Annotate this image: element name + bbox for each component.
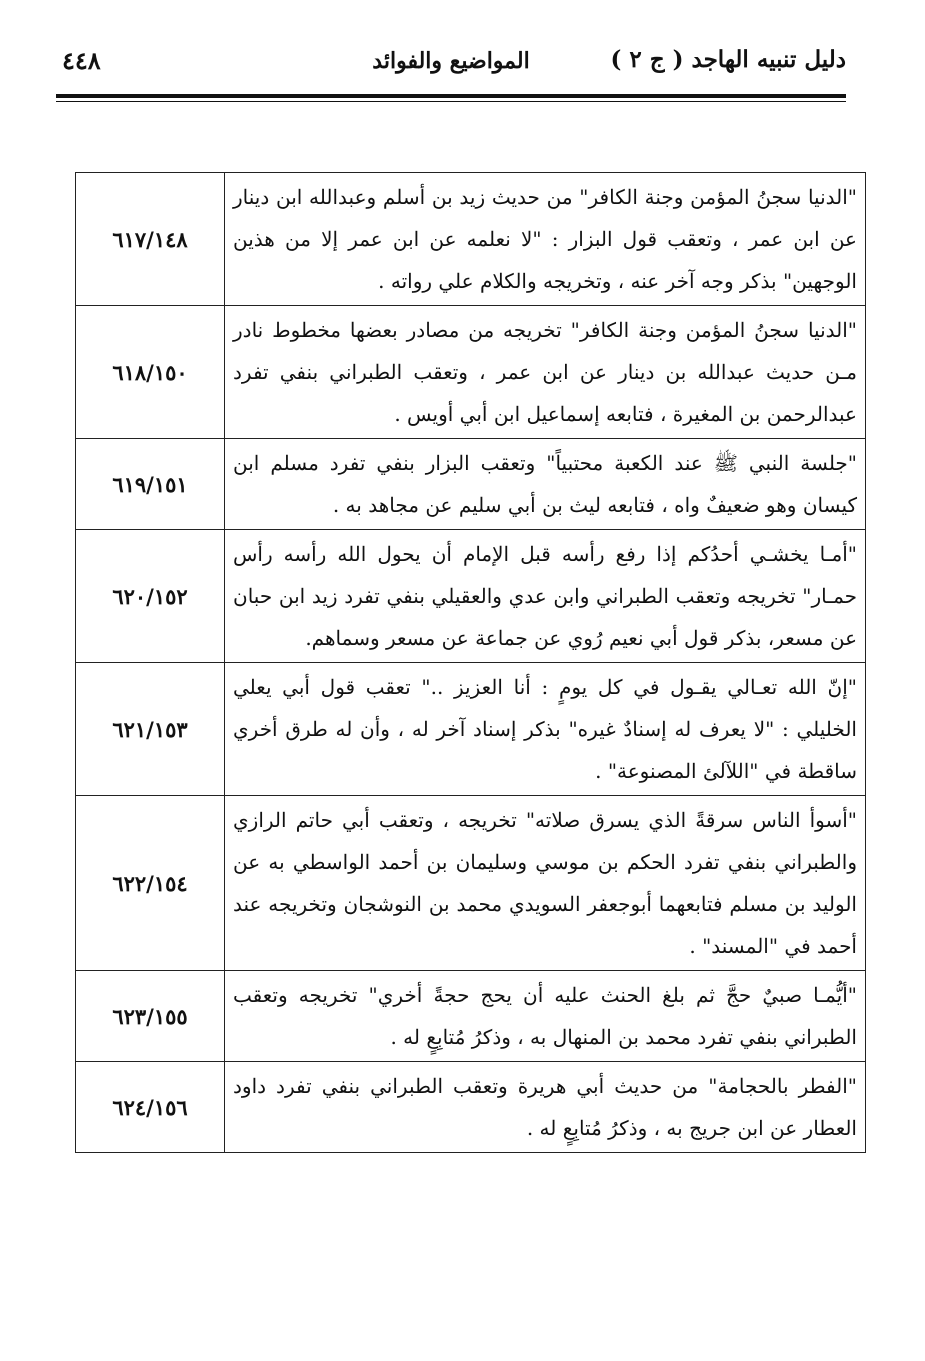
row-text: "إنّ الله تعـالي يقـول في كل يومٍ : أنا العزيز .." تعقب قول أبي يعلي الخليلي : "لا يعرف له إسنادٌ غيره" بذكر إسناد آخر له ، وأن له طرق أخري ساقطة في "اللآلئ المصنوعة" .: [225, 663, 866, 796]
page-number: ٤٤٨: [62, 46, 101, 75]
table-row: [76, 173, 866, 306]
table-row: [76, 663, 866, 796]
row-reference: ٦٢١/١٥٣: [76, 663, 225, 796]
table-row: [76, 439, 866, 530]
row-text: "الفطر بالحجامة" من حديث أبي هريرة وتعقب الطبراني بنفي تفرد داود العطار عن ابن جريج به ، وذكرُ مُتابِعٍ له .: [225, 1062, 866, 1153]
table-row: [76, 530, 866, 663]
row-reference: ٦٢٤/١٥٦: [76, 1062, 225, 1153]
row-text: "جلسة النبي ﷺ عند الكعبة محتبياً" وتعقب البزار بنفي تفرد مسلم ابن كيسان وهو ضعيفٌ واه ، فتابعه ليث بن أبي سليم عن مجاهد به .: [225, 439, 866, 530]
table-row: [76, 971, 866, 1062]
index-table: [75, 172, 866, 1153]
row-reference: ٦١٧/١٤٨: [76, 173, 225, 306]
table-row: [76, 796, 866, 971]
row-reference: ٦١٨/١٥٠: [76, 306, 225, 439]
row-text: "أسوأ الناس سرقةً الذي يسرق صلاته" تخريجه ، وتعقب أبي حاتم الرازي والطبراني بنفي تفرد الحكم بن موسي وسليمان بن أحمد الواسطي به عن الوليد بن مسلم فتابعهما أبوجعفر السويدي محمد بن النوشجان وتخريجه عند أحمد في "المسند" .: [225, 796, 866, 971]
table-row: [76, 306, 866, 439]
row-text: "الدنيا سجنُ المؤمن وجنة الكافر" تخريجه من مصادر بعضها مخطوط نادر مـن حديث عبدالله بن دينار عن ابن عمر ، وتعقب الطبراني بنفي تفرد عبدالرحمن بن المغيرة ، فتابعه إسماعيل ابن أبي أويس .: [225, 306, 866, 439]
section-title: المواضيع والفوائد: [372, 48, 530, 74]
row-reference: ٦٢٣/١٥٥: [76, 971, 225, 1062]
table-row: [76, 1062, 866, 1153]
row-reference: ٦٢٠/١٥٢: [76, 530, 225, 663]
page-header: [56, 40, 846, 90]
row-reference: ٦١٩/١٥١: [76, 439, 225, 530]
header-rule: [56, 94, 846, 98]
header-rule-thin: [56, 101, 846, 102]
book-title: دليل تنبيه الهاجد ( ج ٢ ): [610, 46, 846, 73]
row-reference: ٦٢٢/١٥٤: [76, 796, 225, 971]
row-text: "أمـا يخشـي أحدُكم إذا رفع رأسه قبل الإمام أن يحول الله رأسه رأس حمـار" تخريجه وتعقب الطبراني وابن عدي والعقيلي بنفي تفرد زيد ابن حبان عن مسعر، بذكر قول أبي نعيم رُوي عن جماعة عن مسعر وسماهم.: [225, 530, 866, 663]
row-text: "أيُّمـا صبيٌ حجَّ ثم بلغ الحنث عليه أن يحج حجةً أخري" تخريجه وتعقب الطبراني بنفي تفرد محمد بن المنهال به ، وذكرُ مُتابِعٍ له .: [225, 971, 866, 1062]
row-text: "الدنيا سجنُ المؤمن وجنة الكافر" من حديث زيد بن أسلم وعبدالله ابن دينار عن ابن عمر ، وتعقب قول البزار : "لا نعلمه عن ابن عمر إلا من هذين الوجهين" بذكر وجه آخر عنه ، وتخريجه والكلام علي رواته .: [225, 173, 866, 306]
